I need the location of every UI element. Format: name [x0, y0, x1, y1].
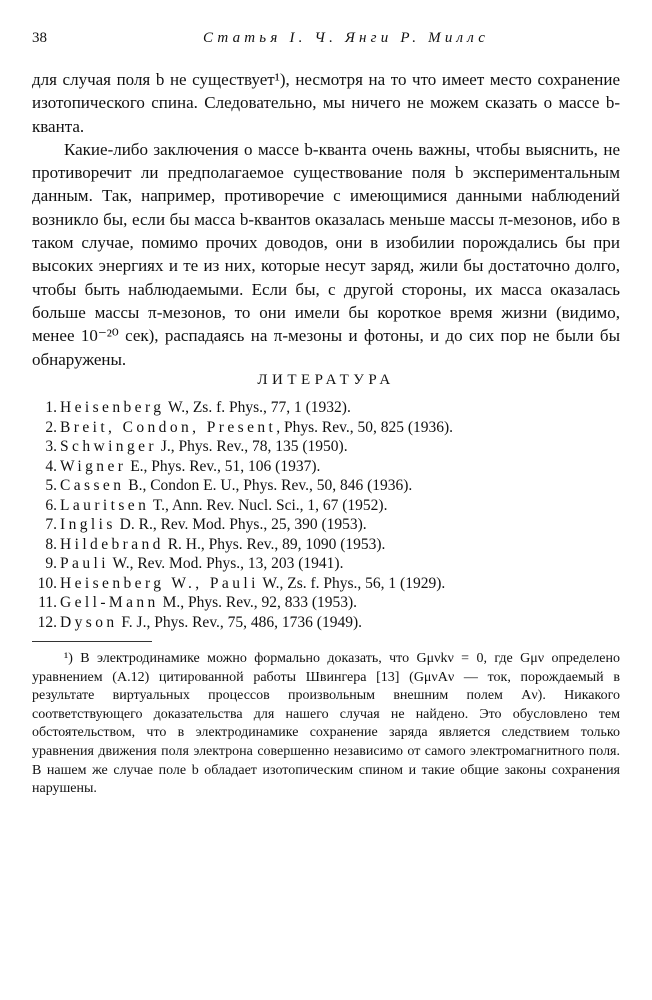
reference-item: 12. Dyson F. J., Phys. Rev., 75, 486, 1736 (1949).	[37, 613, 363, 631]
reference-item: 8. Hildebrand R. H., Phys. Rev., 89, 1090 (1953).	[45, 535, 386, 553]
paragraph-2: Какие-либо заключения о массе b-кванта очень важны, чтобы выяснить, не противоречит ли предполагаемое существование поля b экспериментальным данным. Так, например, противоречие с имеющимися данными наблюдений возникло бы, если бы масса b-квантов оказалась меньше массы π-мезонов, ибо в таком случае, помимо прочих доводов, они в изобилии порождались бы при высоких энергиях и те из них, которые несут заряд, жили бы достаточно долго, чтобы быть наблюдаемыми. Если бы, с другой стороны, их масса оказалась больше массы π-мезонов, то они имели бы короткое время жизни (видимо, менее 10⁻²⁰ сек), распадаясь на π-мезоны и фотоны, и до сих пор не были бы обнаружены.	[32, 139, 620, 369]
reference-item: 9. Pauli W., Rev. Mod. Phys., 13, 203 (1941).	[45, 555, 344, 572]
reference-item: 11. Gell-Mann M., Phys. Rev., 92, 833 (1953).	[38, 594, 358, 611]
reference-item: 2. Breit, Condon, Present, Phys. Rev., 50, 825 (1936).	[45, 418, 454, 436]
page-number: 38	[32, 30, 47, 46]
references-title: ЛИТЕРАТУРА	[257, 372, 395, 388]
reference-item: 1. Heisenberg W., Zs. f. Phys., 77, 1 (1932).	[45, 399, 351, 416]
paragraph-1: для случая поля b не существует¹), несмотря на то что имеет место сохранение изотопического спина. Следовательно, мы ничего не можем сказать о массе b-кванта.	[32, 70, 620, 136]
footnote-divider	[32, 641, 152, 642]
body-text	[32, 68, 620, 371]
reference-item: 10. Heisenberg W., Pauli W., Zs. f. Phys., 56, 1 (1929).	[37, 574, 446, 592]
reference-item: 4. Wigner E., Phys. Rev., 51, 106 (1937).	[45, 457, 321, 475]
page-header	[32, 28, 620, 50]
reference-item: 5. Cassen B., Condon E. U., Phys. Rev., 50, 846 (1936).	[45, 477, 413, 494]
reference-list	[32, 398, 620, 632]
reference-item: 7. Inglis D. R., Rev. Mod. Phys., 25, 390 (1953).	[45, 516, 367, 533]
reference-item: 3. Schwinger J., Phys. Rev., 78, 135 (1950).	[45, 438, 348, 455]
running-head: Статья І. Ч. Янги Р. Миллс	[202, 30, 490, 46]
footnote: ¹) В электродинамике можно формально доказать, что Gμνkν = 0, где Gμν определено уравнением (А.12) цитированной работы Швингера [13] (GμνAν — ток, порождаемый в результате виртуальных процессов произвольным внешним полем Aν). Никакого соответствующего доказательства для нашего случая не найдено. Это обусловлено тем обстоятельством, что в электродинамике сохранение заряда является следствием только уравнения движения поля электрона совершенно независимо от самого электромагнитного поля. В нашем же случае поле b обладает изотопическим спином и такие общие законы сохранения нарушены.	[32, 651, 620, 797]
reference-item: 6. Lauritsen T., Ann. Rev. Nucl. Sci., 1, 67 (1952).	[45, 496, 388, 514]
